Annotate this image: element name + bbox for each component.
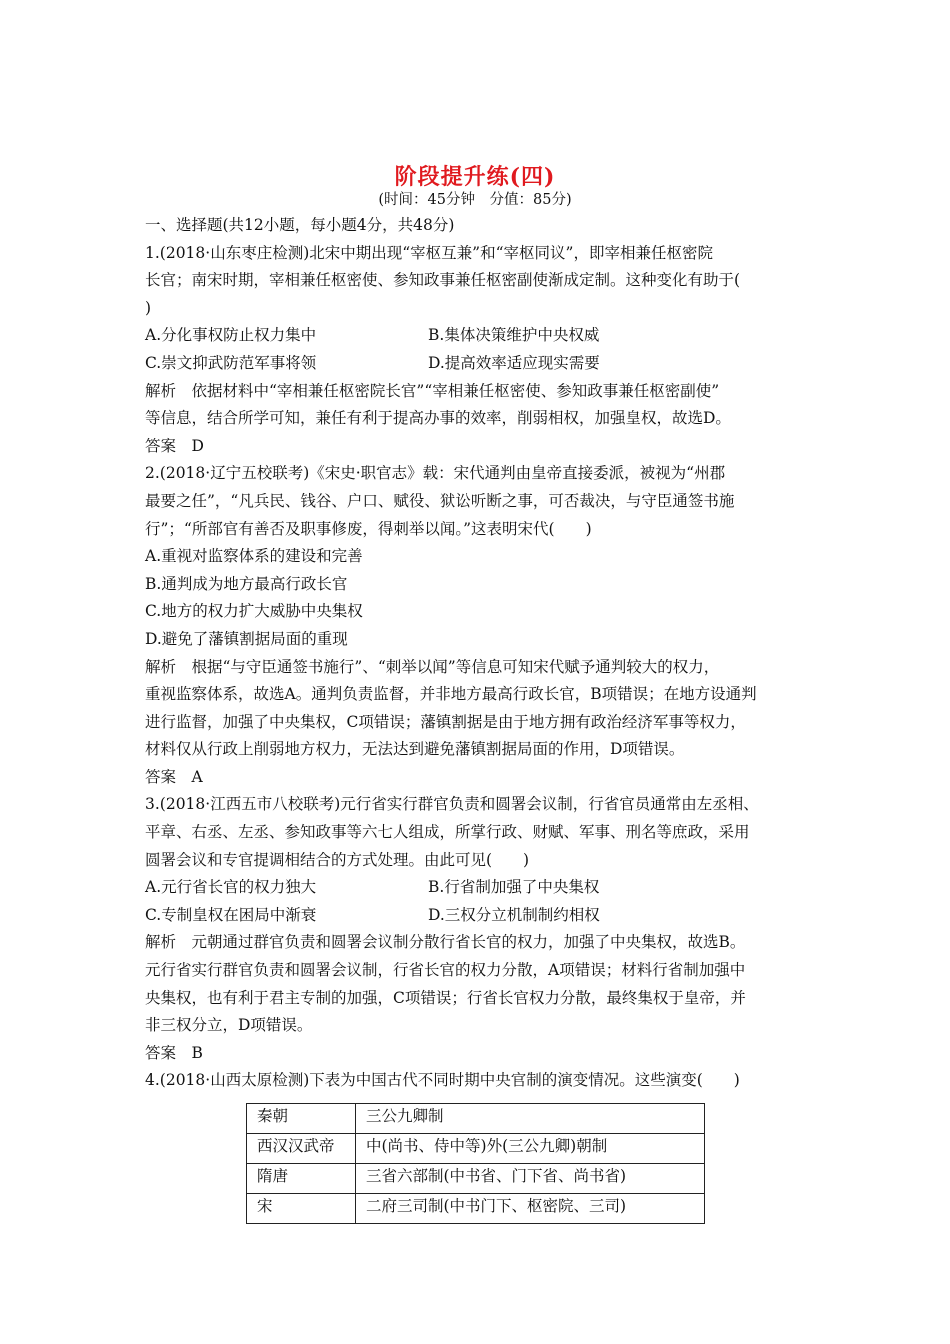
section-heading: 一、选择题(共12小题，每小题4分，共48分) [145,216,455,234]
q2-analysis-line: 进行监督，加强了中央集权，C项错误；藩镇割据是由于地方拥有政治经济军事等权力， [145,712,746,731]
q3-analysis-line: 非三权分立，D项错误。 [145,1016,313,1035]
q2-analysis-line: 材料仅从行政上削弱地方权力，无法达到避免藩镇割据局面的作用，D项错误。 [145,740,685,759]
table-row [247,1194,705,1224]
q1-analysis-line: 等信息，结合所学可知，兼任有利于提高办事的效率，削弱相权，加强皇权，故选D。 [145,409,731,428]
page-title: 阶段提升练(四) [394,164,556,190]
time-score-info: (时间：45分钟 分值：85分) [378,192,572,208]
table-cell-system: 二府三司制(中书门下、枢密院、三司) [356,1194,705,1224]
q2-option-c: C.地方的权力扩大威胁中央集权 [145,602,363,621]
q1-option-d: D.提高效率适应现实需要 [428,353,600,372]
q4-stem: 4.(2018·山西太原检测)下表为中国古代不同时期中央官制的演变情况。这些演变( ) [145,1071,740,1090]
official-system-table [246,1103,705,1224]
q3-options-row [145,902,815,930]
table-cell-system: 三公九卿制 [356,1104,705,1134]
table-cell-system: 中(尚书、侍中等)外(三公九卿)朝制 [356,1134,705,1164]
table-cell-system: 三省六部制(中书省、门下省、尚书省) [356,1164,705,1194]
q3-answer: 答案 B [145,1043,203,1062]
q3-stem-line: 3.(2018·江西五市八校联考)元行省实行群官负责和圆署会议制，行省官员通常由左丞相、 [145,795,759,814]
table-row [247,1134,705,1164]
q2-stem-line: 行”；“所部官有善否及职事修废，得刺举以闻。”这表明宋代( ) [145,519,592,538]
q2-answer: 答案 A [145,767,203,786]
table-cell-period: 秦朝 [247,1104,356,1134]
q2-analysis-line: 解析 根据“与守臣通签书施行”、“刺举以闻”等信息可知宋代赋予通判较大的权力， [145,657,720,676]
q3-options-row [145,874,815,902]
q3-analysis-line: 元行省实行群官负责和圆署会议制，行省长官的权力分散，A项错误；材料行省制加强中 [145,961,746,980]
q2-analysis-line: 重视监察体系，故选A。通判负责监督，并非地方最高行政长官，B项错误；在地方设通判 [145,685,757,704]
q1-option-b: B.集体决策维护中央权威 [428,326,600,345]
table-cell-period: 西汉汉武帝 [247,1134,356,1164]
q2-stem-line: 最要之任”，“凡兵民、钱谷、户口、赋役、狱讼听断之事，可否裁决，与守臣通签书施 [145,491,735,510]
table-row [247,1104,705,1134]
q3-analysis-line: 解析 元朝通过群官负责和圆署会议制分散行省长官的权力，加强了中央集权，故选B。 [145,933,746,952]
q3-analysis-line: 央集权，也有利于君主专制的加强，C项错误；行省长官权力分散，最终集权于皇帝，并 [145,988,746,1007]
table-cell-period: 隋唐 [247,1164,356,1194]
q2-option-a: A.重视对监察体系的建设和完善 [145,547,363,566]
q1-answer: 答案 D [145,436,204,455]
q2-option-b: B.通判成为地方最高行政长官 [145,574,348,593]
question-body [145,212,815,1095]
q3-option-a: A.元行省长官的权力独大 [145,878,317,897]
q3-option-d: D.三权分立机制制约相权 [428,905,600,924]
q3-stem-line: 平章、右丞、左丞、参知政事等六七人组成，所掌行政、财赋、军事、刑名等庶政，采用 [145,823,750,842]
q1-options-row [145,322,815,350]
q2-stem-line: 2.(2018·辽宁五校联考)《宋史·职官志》载：宋代通判由皇帝直接委派，被视为“州郡 [145,464,726,483]
q2-option-d: D.避免了藩镇割据局面的重现 [145,629,348,648]
q1-option-a: A.分化事权防止权力集中 [145,326,317,345]
q3-option-b: B.行省制加强了中央集权 [428,878,600,897]
table-cell-period: 宋 [247,1194,356,1224]
q1-analysis-line: 解析 依据材料中“宰相兼任枢密院长官”“宰相兼任枢密使、参知政事兼任枢密副使” [145,381,720,400]
q3-stem-line: 圆署会议和专官提调相结合的方式处理。由此可见( ) [145,850,530,869]
q1-options-row [145,350,815,378]
q1-option-c: C.崇文抑武防范军事将领 [145,353,317,372]
q3-option-c: C.专制皇权在困局中渐衰 [145,905,317,924]
table-row [247,1164,705,1194]
q1-stem-line: 1.(2018·山东枣庄检测)北宋中期出现“宰枢互兼”和“宰枢同议”，即宰相兼任枢密院 [145,243,713,262]
q1-stem-line: ) [145,298,152,317]
q1-stem-line: 长官；南宋时期，宰相兼任枢密使、参知政事兼任枢密副使渐成定制。这种变化有助于( [145,271,741,290]
